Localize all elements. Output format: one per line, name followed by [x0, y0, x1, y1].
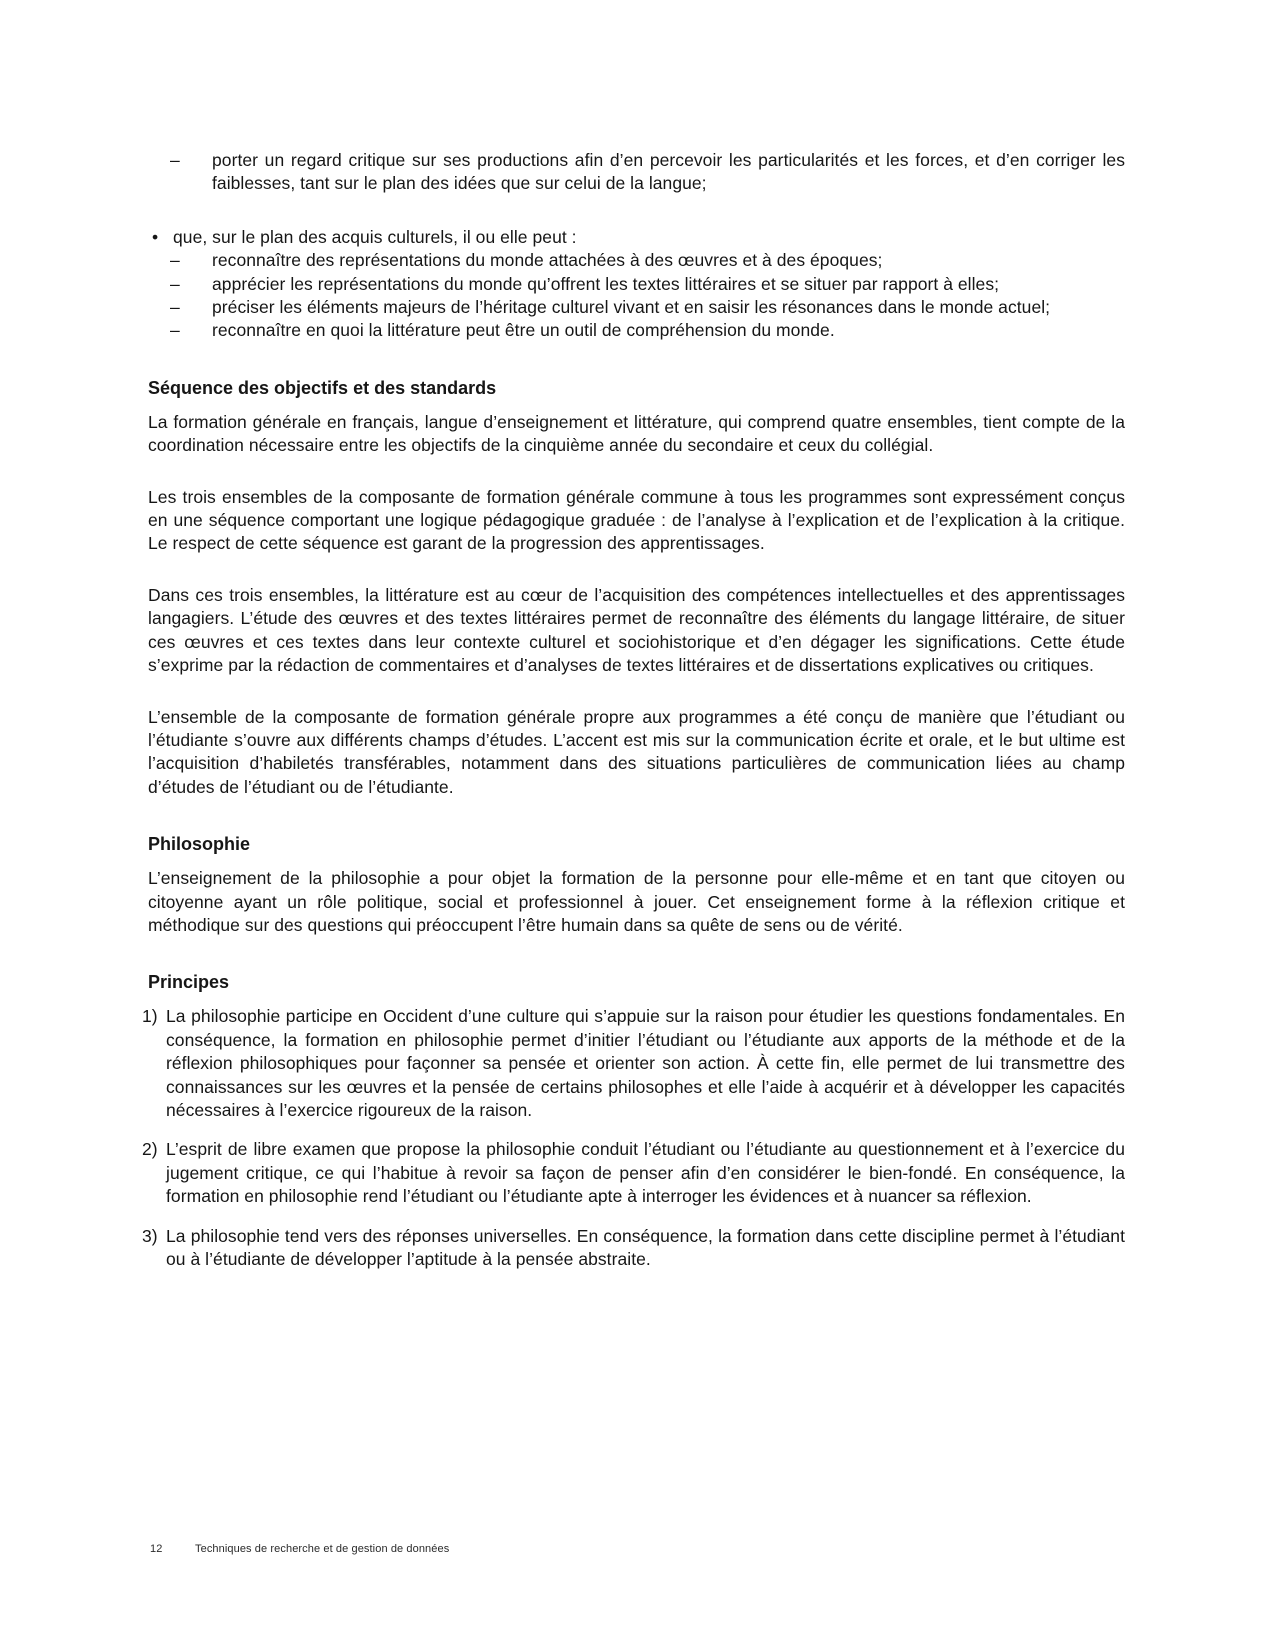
item-number: 2)	[142, 1139, 158, 1160]
numbered-item-text: La philosophie participe en Occident d’une culture qui s’appuie sur la raison pour étudier les questions fondamentales. En conséquence, la formation en philosophie permet d’initier l’étudiant ou l’étudiante aux apports de la méthode et de la réflexion philosophiques pour façonner sa pensée et orienter son action. À cette fin, elle permet de lui transmettre des connaissances sur les œuvres et la pensée de certains philosophes et elle l’aide à acquérir et à développer les capacités nécessaires à l’exercice rigoureux de la raison.	[166, 1006, 1125, 1120]
dash-sub-list	[148, 249, 1125, 343]
numbered-item-text: L’esprit de libre examen que propose la philosophie conduit l’étudiant ou l’étudiante au questionnement et à l’exercice du jugement critique, ce qui l’habitue à revoir sa façon de penser afin d’en considérer le bien-fondé. En conséquence, la formation en philosophie rend l’étudiant ou l’étudiante apte à interroger les évidences et à nuancer sa réflexion.	[166, 1139, 1125, 1207]
page-content	[142, 149, 1125, 1287]
bullet-list-item	[152, 226, 1125, 249]
list-item	[170, 249, 1125, 272]
section-heading-sequence: Séquence des objectifs et des standards	[148, 377, 497, 398]
numbered-item	[142, 1005, 1125, 1122]
page-number: 12	[150, 1543, 163, 1555]
dash-marker: –	[170, 320, 180, 341]
paragraph: L’ensemble de la composante de formation générale propre aux programmes a été conçu de manière que l’étudiant ou l’étudiante s’ouvre aux différents champs d’études. L’accent est mis sur la communication écrite et orale, et le but ultime est l’acquisition d’habiletés transférables, notamment dans des situations particulières de communication liées au champ d’études de l’étudiant ou de l’étudiante.	[148, 706, 1125, 797]
dash-marker: –	[170, 297, 180, 318]
list-item-text: porter un regard critique sur ses productions afin d’en percevoir les particularités et les forces, et d’en corriger les faiblesses, tant sur le plan des idées que sur celui de la langue;	[212, 150, 1125, 194]
paragraph: Les trois ensembles de la composante de formation générale commune à tous les programmes sont expressément conçus en une séquence comportant une logique pédagogique graduée : de l’analyse à l’explication et de l’explication à la critique. Le respect de cette séquence est garant de la progression des apprentissages.	[148, 486, 1125, 554]
list-item-text: reconnaître en quoi la littérature peut être un outil de compréhension du monde.	[212, 320, 835, 341]
list-item	[170, 273, 1125, 296]
item-number: 1)	[142, 1006, 158, 1027]
section-heading-principes: Principes	[148, 972, 230, 993]
paragraph: Dans ces trois ensembles, la littérature est au cœur de l’acquisition des compétences intellectuelles et des apprentissages langagiers. L’étude des œuvres et des textes littéraires permet de reconnaître des éléments du langage littéraire, de situer ces œuvres et ces textes dans leur contexte culturel et sociohistorique et d’en dégager les significations. Cette étude s’exprime par la rédaction de commentaires et d’analyses de textes littéraires et de dissertations explicatives ou critiques.	[148, 584, 1125, 676]
dash-marker: –	[170, 250, 180, 271]
list-item-text: apprécier les représentations du monde qu’offrent les textes littéraires et se situer par rapport à elles;	[212, 273, 1000, 294]
list-item-text: reconnaître des représentations du monde attachées à des œuvres et à des époques;	[212, 250, 883, 271]
paragraph: L’enseignement de la philosophie a pour objet la formation de la personne pour elle-même et en tant que citoyen ou citoyenne ayant un rôle politique, social et professionnel à jouer. Cet enseignement forme à la réflexion critique et méthodique sur des questions qui préoccupent l’être humain dans sa quête de sens ou de vérité.	[148, 868, 1125, 935]
bullet-marker: •	[152, 226, 159, 247]
page-footer	[150, 1542, 449, 1556]
paragraph: La formation générale en français, langue d’enseignement et littérature, qui comprend quatre ensembles, tient compte de la coordination nécessaire entre les objectifs de la cinquième année du secondaire et ceux du collégial.	[148, 411, 1125, 456]
dash-marker: –	[170, 273, 180, 294]
list-item-text: préciser les éléments majeurs de l’héritage culturel vivant et en saisir les résonances dans le monde actuel;	[212, 297, 1051, 318]
numbered-item-text: La philosophie tend vers des réponses universelles. En conséquence, la formation dans cette discipline permet à l’étudiant ou à l’étudiante de développer l’aptitude à la pensée abstraite.	[166, 1225, 1125, 1269]
dash-list-carryover	[148, 149, 1125, 196]
list-item	[170, 296, 1125, 319]
list-item	[170, 319, 1125, 342]
dash-marker: –	[170, 150, 180, 170]
numbered-item	[142, 1225, 1125, 1272]
section-heading-philosophie: Philosophie	[148, 834, 251, 855]
numbered-item	[142, 1138, 1125, 1208]
footer-doc-title: Techniques de recherche et de gestion de données	[195, 1543, 450, 1555]
list-item	[170, 149, 1125, 196]
bullet-item-text: que, sur le plan des acquis culturels, il ou elle peut :	[173, 226, 577, 247]
item-number: 3)	[142, 1225, 158, 1246]
